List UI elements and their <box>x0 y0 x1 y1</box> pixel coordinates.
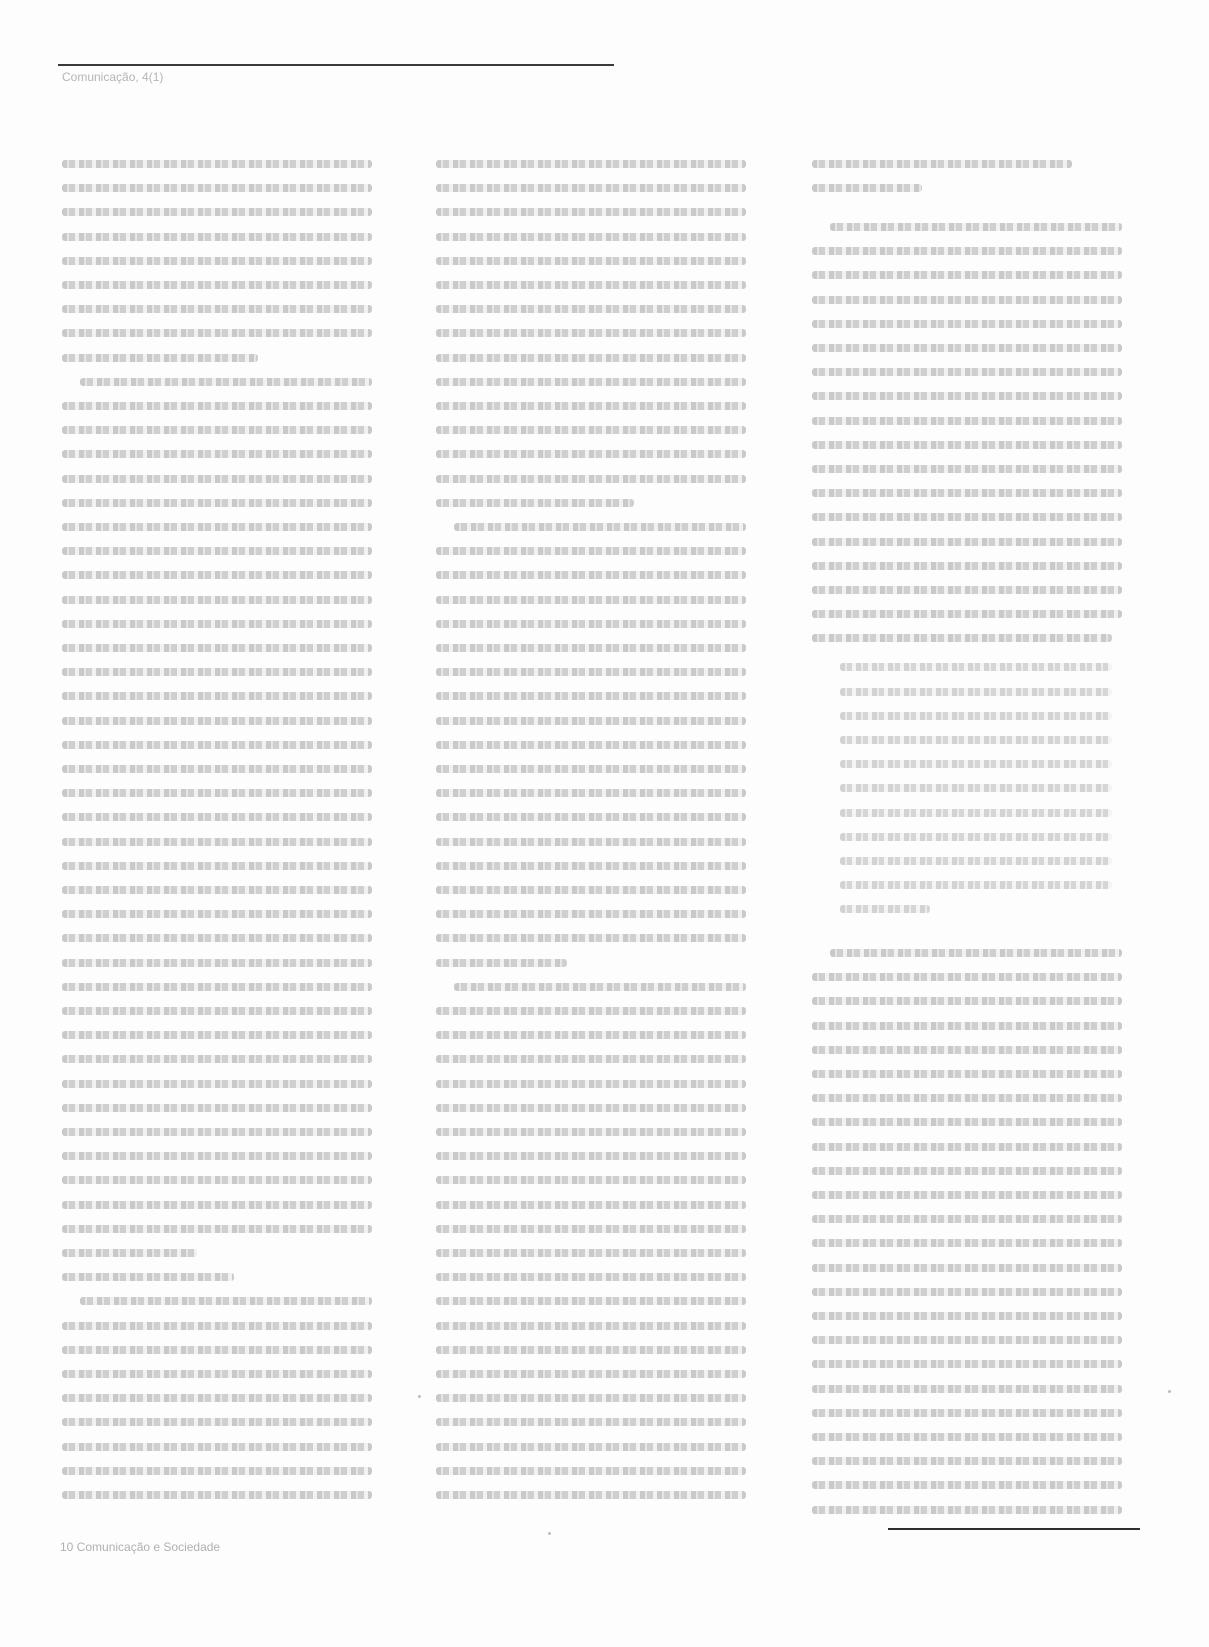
text-line <box>436 281 746 289</box>
text-line <box>436 1394 746 1402</box>
text-line <box>62 1055 372 1063</box>
text-line <box>62 983 372 991</box>
quote-line <box>840 881 1112 889</box>
text-line <box>830 223 1122 231</box>
text-line <box>62 862 372 870</box>
text-line <box>62 959 372 967</box>
text-line <box>812 1118 1122 1126</box>
text-line <box>62 402 372 410</box>
text-line <box>830 949 1122 957</box>
text-line <box>62 620 372 628</box>
text-line <box>436 378 746 386</box>
text-line <box>436 329 746 337</box>
text-line <box>812 271 1122 279</box>
quote-line <box>840 809 1112 817</box>
text-line <box>436 741 746 749</box>
text-line <box>436 184 746 192</box>
text-column-2 <box>436 152 746 1502</box>
text-line <box>436 1080 746 1088</box>
text-line <box>436 1104 746 1112</box>
text-line <box>436 644 746 652</box>
text-line <box>62 1249 197 1257</box>
text-line <box>812 1046 1122 1054</box>
text-line <box>812 184 922 192</box>
text-line <box>436 1055 746 1063</box>
text-line <box>436 1249 746 1257</box>
text-line <box>436 475 746 483</box>
block-quote <box>840 655 1122 921</box>
quote-line <box>840 833 1112 841</box>
text-line <box>62 184 372 192</box>
text-line <box>812 489 1122 497</box>
text-line <box>62 329 372 337</box>
text-line <box>62 1152 372 1160</box>
text-line <box>62 354 258 362</box>
text-line <box>454 523 746 531</box>
text-line <box>812 1022 1122 1030</box>
text-line <box>436 1370 746 1378</box>
text-line <box>436 789 746 797</box>
quote-line <box>840 760 1112 768</box>
text-line <box>812 562 1122 570</box>
text-line <box>436 1031 746 1039</box>
text-line <box>436 547 746 555</box>
text-line <box>62 257 372 265</box>
text-line <box>62 1443 372 1451</box>
text-line <box>62 523 372 531</box>
text-line <box>62 1104 372 1112</box>
text-line <box>62 450 372 458</box>
text-line <box>812 344 1122 352</box>
text-line <box>436 838 746 846</box>
text-line <box>62 1370 372 1378</box>
text-line <box>436 934 746 942</box>
text-line <box>812 441 1122 449</box>
text-line <box>812 1360 1122 1368</box>
text-line <box>812 1312 1122 1320</box>
text-line <box>812 538 1122 546</box>
text-line <box>80 1297 372 1305</box>
text-line <box>62 1007 372 1015</box>
text-line <box>62 717 372 725</box>
text-line <box>812 1191 1122 1199</box>
text-line <box>62 1128 372 1136</box>
text-line <box>62 208 372 216</box>
quote-line <box>840 688 1112 696</box>
text-line <box>812 368 1122 376</box>
text-line <box>62 644 372 652</box>
text-line <box>62 1273 234 1281</box>
text-line <box>62 1346 372 1354</box>
quote-line <box>840 663 1112 671</box>
text-line <box>436 1322 746 1330</box>
text-line <box>436 668 746 676</box>
text-line <box>436 305 746 313</box>
text-line <box>62 789 372 797</box>
text-line <box>62 305 372 313</box>
text-line <box>812 1385 1122 1393</box>
text-line <box>80 378 372 386</box>
text-line <box>62 1176 372 1184</box>
text-line <box>62 765 372 773</box>
text-line <box>812 586 1122 594</box>
text-line <box>812 465 1122 473</box>
text-line <box>62 547 372 555</box>
text-line <box>812 610 1122 618</box>
text-line <box>62 160 372 168</box>
text-line <box>436 426 746 434</box>
text-line <box>62 741 372 749</box>
text-line <box>436 257 746 265</box>
scan-speck <box>418 1395 421 1398</box>
text-line <box>62 571 372 579</box>
text-line <box>62 1080 372 1088</box>
text-line <box>436 233 746 241</box>
text-line <box>436 1297 746 1305</box>
text-line <box>62 668 372 676</box>
text-line <box>436 402 746 410</box>
text-line <box>436 1346 746 1354</box>
text-line <box>436 620 746 628</box>
text-line <box>436 596 746 604</box>
text-line <box>812 417 1122 425</box>
text-line <box>436 886 746 894</box>
text-column-3 <box>812 152 1122 1502</box>
header-rule <box>58 64 614 66</box>
text-line <box>62 475 372 483</box>
text-line <box>454 983 746 991</box>
text-line <box>812 1239 1122 1247</box>
text-line <box>812 634 1112 642</box>
text-line <box>436 692 746 700</box>
text-line <box>436 1491 746 1499</box>
text-line <box>436 450 746 458</box>
scan-speck <box>548 1532 551 1535</box>
quote-line <box>840 736 1112 744</box>
text-line <box>436 765 746 773</box>
text-line <box>436 1176 746 1184</box>
text-line <box>62 499 372 507</box>
text-line <box>812 1481 1122 1489</box>
text-line <box>812 1288 1122 1296</box>
text-line <box>436 717 746 725</box>
text-line <box>62 1225 372 1233</box>
text-line <box>62 838 372 846</box>
scan-speck <box>1168 1390 1171 1393</box>
text-line <box>62 426 372 434</box>
text-line <box>62 1201 372 1209</box>
text-line <box>812 1143 1122 1151</box>
text-line <box>436 1225 746 1233</box>
text-line <box>436 1443 746 1451</box>
text-column-1 <box>62 152 372 1502</box>
text-line <box>62 1418 372 1426</box>
text-line <box>812 513 1122 521</box>
text-line <box>812 247 1122 255</box>
text-line <box>62 281 372 289</box>
text-line <box>812 973 1122 981</box>
quote-line <box>840 712 1112 720</box>
text-line <box>812 1070 1122 1078</box>
text-line <box>812 1433 1122 1441</box>
text-line <box>436 910 746 918</box>
text-line <box>62 1322 372 1330</box>
text-line <box>436 208 746 216</box>
text-line <box>436 160 746 168</box>
page-footer: 10 Comunicação e Sociedade <box>60 1540 221 1554</box>
text-line <box>812 1264 1122 1272</box>
text-line <box>62 1394 372 1402</box>
text-line <box>436 1152 746 1160</box>
text-line <box>436 1467 746 1475</box>
text-line <box>62 934 372 942</box>
text-line <box>62 596 372 604</box>
text-line <box>812 320 1122 328</box>
text-line <box>812 296 1122 304</box>
quote-line <box>840 784 1112 792</box>
text-line <box>62 233 372 241</box>
text-line <box>812 1336 1122 1344</box>
text-line <box>812 1506 1122 1514</box>
text-line <box>62 1491 372 1499</box>
text-line <box>812 997 1122 1005</box>
text-line <box>436 354 746 362</box>
footer-rule <box>888 1528 1140 1530</box>
text-line <box>62 813 372 821</box>
text-line <box>436 862 746 870</box>
text-line <box>436 1273 746 1281</box>
text-line <box>62 692 372 700</box>
text-line <box>436 499 634 507</box>
text-line <box>436 813 746 821</box>
text-line <box>62 886 372 894</box>
text-line <box>812 1409 1122 1417</box>
text-line <box>62 1467 372 1475</box>
text-line <box>436 1201 746 1209</box>
text-line <box>436 1007 746 1015</box>
text-line <box>436 1128 746 1136</box>
text-line <box>812 1094 1122 1102</box>
text-line <box>812 160 1072 168</box>
text-line <box>812 392 1122 400</box>
text-line <box>436 1418 746 1426</box>
quote-line <box>840 857 1112 865</box>
running-head: Comunicação, 4(1) <box>62 70 164 84</box>
quote-line <box>840 905 930 913</box>
text-line <box>62 1031 372 1039</box>
text-line <box>812 1457 1122 1465</box>
text-line <box>436 571 746 579</box>
text-line <box>436 959 567 967</box>
text-line <box>812 1167 1122 1175</box>
text-line <box>812 1215 1122 1223</box>
text-line <box>62 910 372 918</box>
